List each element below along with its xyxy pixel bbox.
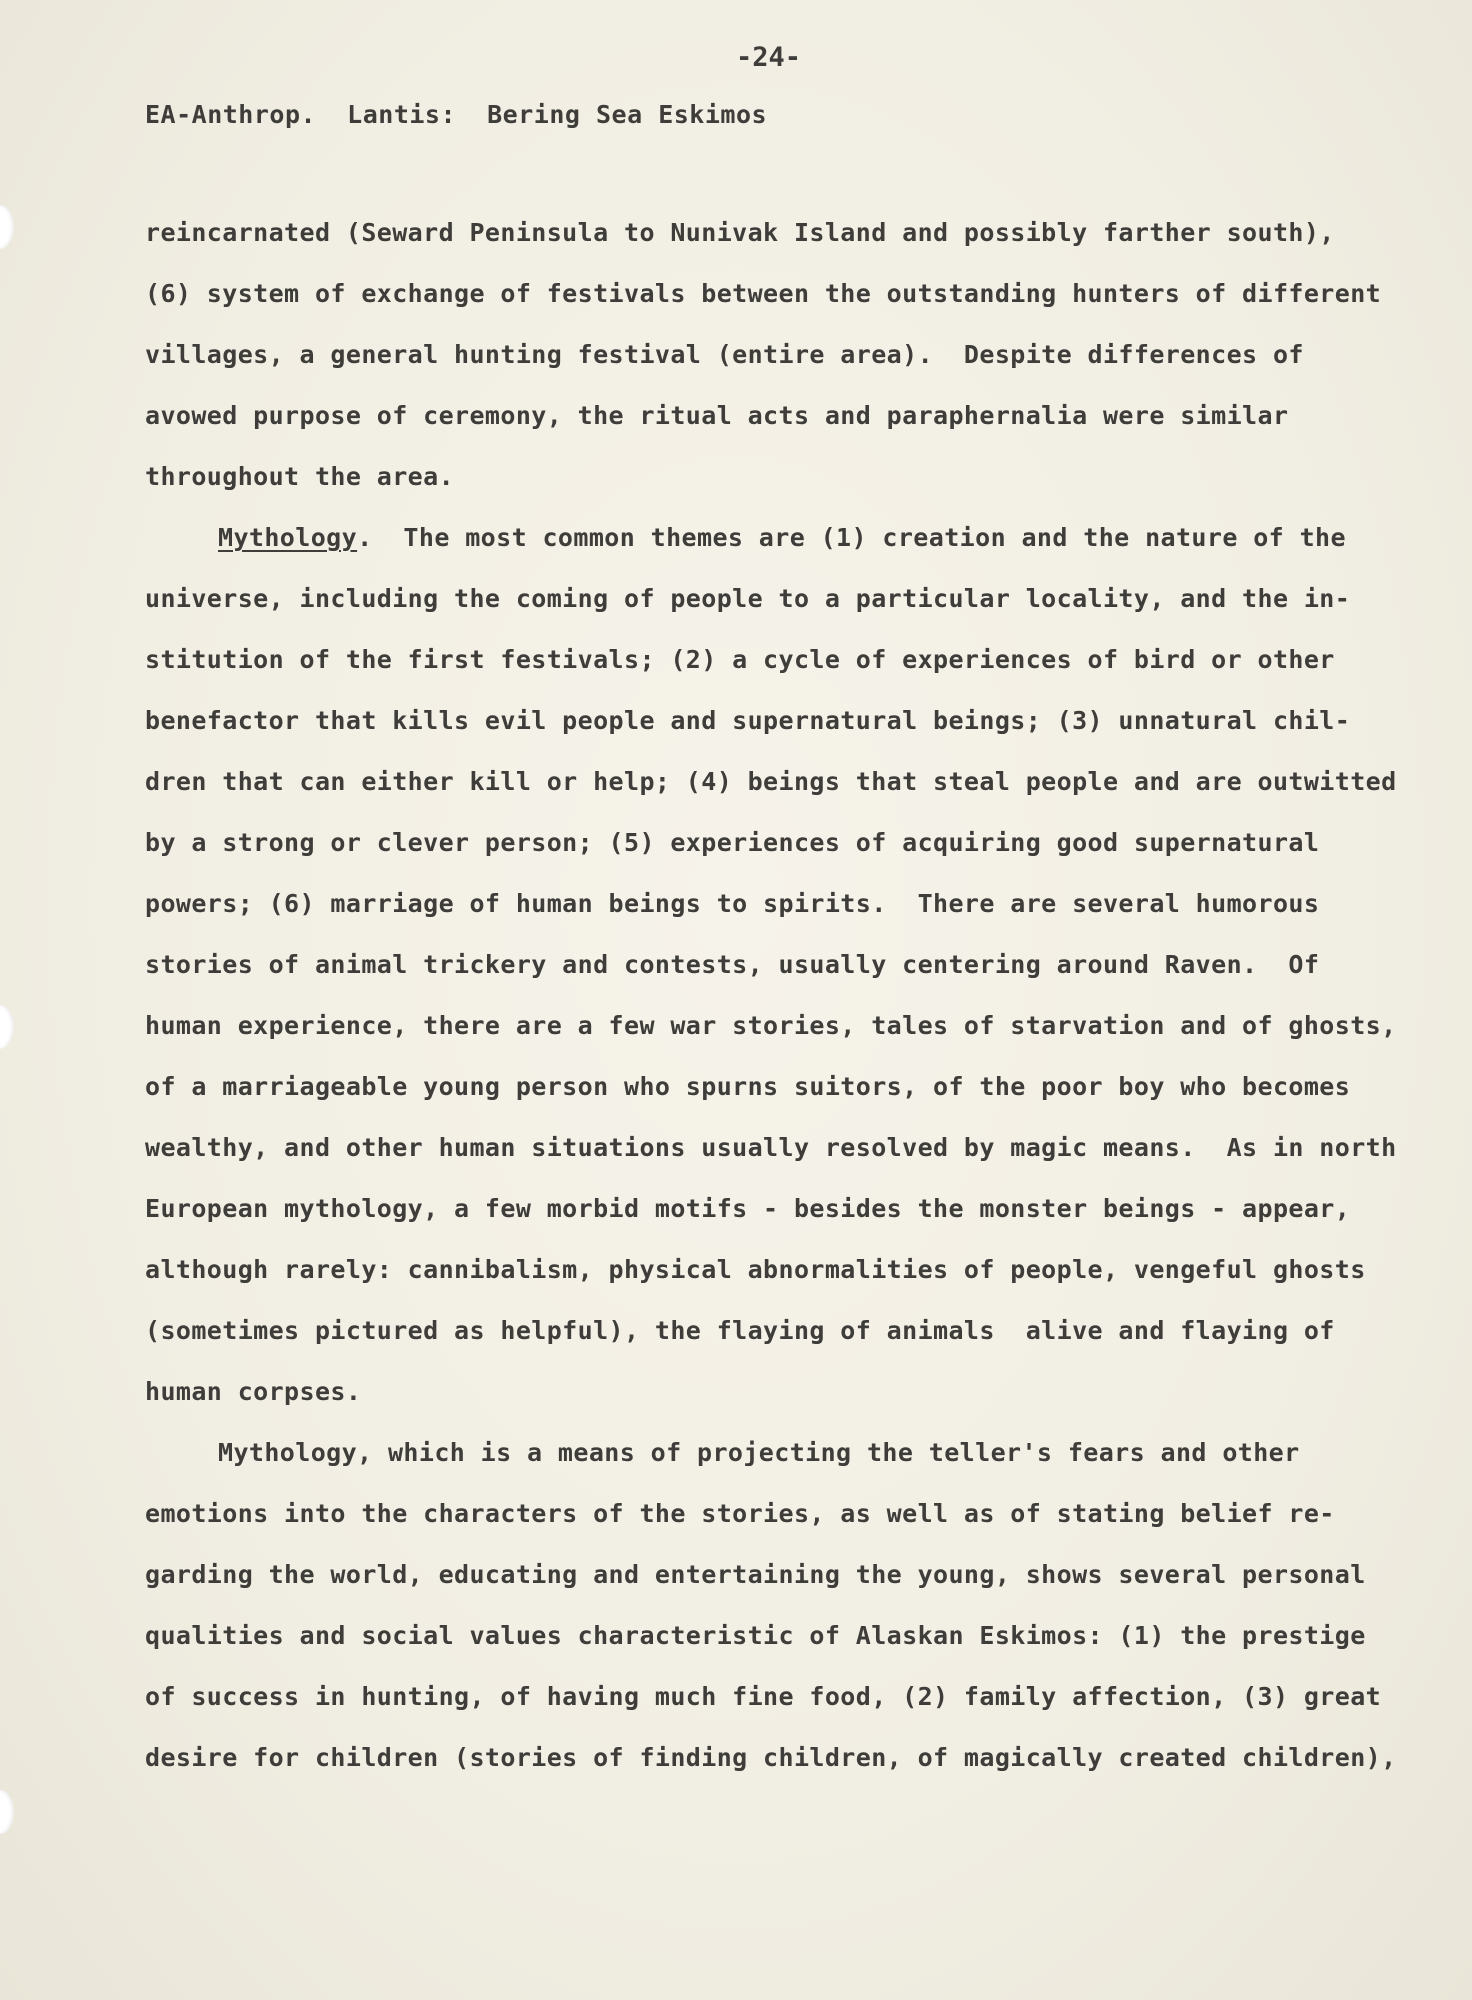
text-line: of a marriageable young person who spurns suitors, of the poor boy who becomes xyxy=(145,1072,1351,1101)
text-line: by a strong or clever person; (5) experiences of acquiring good supernatural xyxy=(145,828,1320,857)
paragraph-first-line xyxy=(218,523,1346,552)
text-line: universe, including the coming of people to a particular locality, and the in- xyxy=(145,584,1351,613)
text-line: human corpses. xyxy=(145,1377,362,1406)
text-span: . The most common themes are (1) creation and the nature of the xyxy=(357,523,1346,552)
section-heading: Mythology xyxy=(218,523,358,552)
text-line: wealthy, and other human situations usually resolved by magic means. As in north xyxy=(145,1133,1397,1162)
text-line: (sometimes pictured as helpful), the flaying of animals alive and flaying of xyxy=(145,1316,1335,1345)
page-number: -24- xyxy=(736,42,802,73)
text-line: human experience, there are a few war stories, tales of starvation and of ghosts, xyxy=(145,1011,1397,1040)
text-line: stories of animal trickery and contests, usually centering around Raven. Of xyxy=(145,950,1320,979)
text-line: stitution of the first festivals; (2) a cycle of experiences of bird or other xyxy=(145,645,1335,674)
text-line: (6) system of exchange of festivals between the outstanding hunters of different xyxy=(145,279,1382,308)
text-line: of success in hunting, of having much fine food, (2) family affection, (3) great xyxy=(145,1682,1382,1711)
binder-hole xyxy=(0,205,14,249)
text-line: European mythology, a few morbid motifs - besides the monster beings - appear, xyxy=(145,1194,1351,1223)
text-line: Mythology, which is a means of projecting the teller's fears and other xyxy=(218,1438,1300,1467)
text-line: although rarely: cannibalism, physical abnormalities of people, vengeful ghosts xyxy=(145,1255,1366,1284)
text-line: garding the world, educating and entertaining the young, shows several personal xyxy=(145,1560,1366,1589)
text-line: avowed purpose of ceremony, the ritual acts and paraphernalia were similar xyxy=(145,401,1289,430)
text-line: emotions into the characters of the stories, as well as of stating belief re- xyxy=(145,1499,1335,1528)
text-line: desire for children (stories of finding children, of magically created children), xyxy=(145,1743,1397,1772)
running-header: EA-Anthrop. Lantis: Bering Sea Eskimos xyxy=(145,100,768,129)
text-line: throughout the area. xyxy=(145,462,455,491)
text-line: villages, a general hunting festival (entire area). Despite differences of xyxy=(145,340,1304,369)
text-line: powers; (6) marriage of human beings to spirits. There are several humorous xyxy=(145,889,1320,918)
text-line: dren that can either kill or help; (4) beings that steal people and are outwitted xyxy=(145,767,1397,796)
text-line: reincarnated (Seward Peninsula to Nunivak Island and possibly farther south), xyxy=(145,218,1335,247)
binder-hole xyxy=(0,1790,14,1834)
text-line: benefactor that kills evil people and supernatural beings; (3) unnatural chil- xyxy=(145,706,1351,735)
binder-hole xyxy=(0,1005,14,1049)
text-line: qualities and social values characteristic of Alaskan Eskimos: (1) the prestige xyxy=(145,1621,1366,1650)
